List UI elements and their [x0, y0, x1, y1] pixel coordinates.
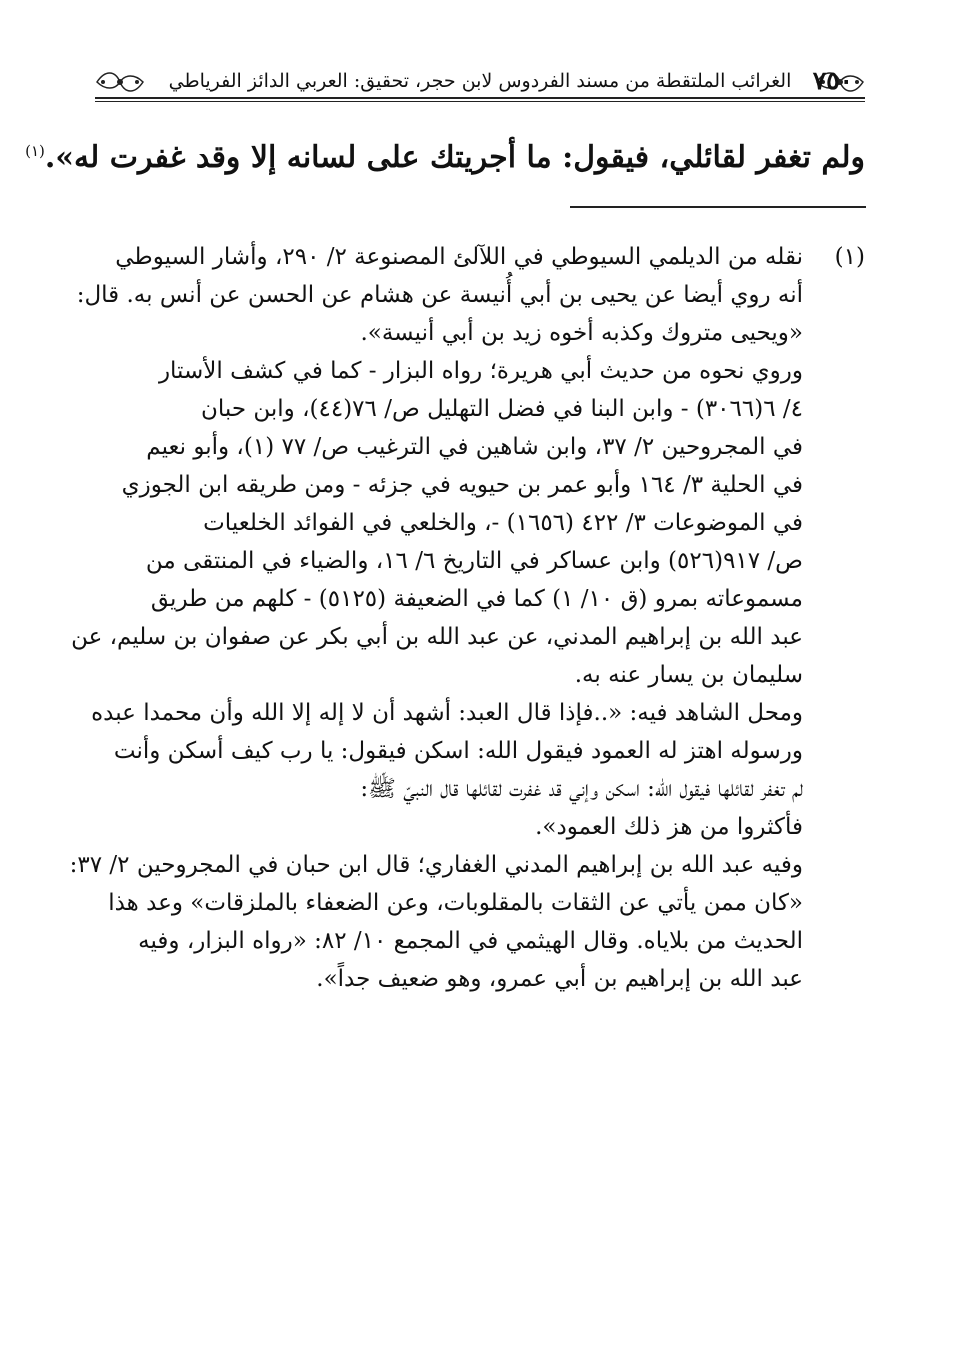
footnote-line: «كان ممن يأتي عن الثقات بالمقلوبات، وعن الضعفاء بالملزقات» وعد هذا [108, 890, 803, 916]
ornament-left-icon [95, 68, 145, 96]
footnote-line: لم تغفر لقائلها فيقول الله: اسكن وإني قد غفرت لقائلها قال النبيّ ﷺ: [360, 776, 803, 802]
footnote-line: ورسوله اهتز له العمود فيقول الله: اسكن فيقول: يا رب كيف أسكن وأنت [113, 738, 803, 764]
footnotes [69, 238, 865, 998]
footnote-line: نقله من الديلمي السيوطي في اللآلئ المصنوعة ٢/ ٢٩٠، وأشار السيوطي [115, 244, 803, 270]
running-header [95, 66, 865, 100]
footnote-line: عبد الله بن إبراهيم بن أبي عمرو، وهو ضعيف جداً». [316, 966, 803, 992]
footnote-line: الحديث من بلاياه. وقال الهيثمي في المجمع ١٠/ ٨٢: «رواه البزار، وفيه [138, 928, 803, 954]
footnote-line: وروي نحوه من حديث أبي هريرة؛ رواه البزار - كما في كشف الأستار [158, 358, 803, 384]
footnote-line: فأكثروا من هز ذلك العمود». [535, 814, 803, 840]
header-rule-thin [95, 101, 865, 102]
footnote-marker: (١) [834, 244, 865, 270]
footnote-separator [570, 206, 866, 208]
footnote-line: سليمان بن يسار عنه به. [574, 662, 803, 688]
footnote-reference[interactable]: (١) [25, 142, 45, 160]
footnote-line: ص/ ٩١٧(٥٢٦) وابن عساكر في التاريخ ٦/ ١٦، والضياء في المنتقى من [145, 548, 803, 574]
footnote-line: ٤/ ٦(٣٠٦٦) - وابن البنا في فضل التهليل ص/ ٧٦(٤٤)، وابن حبان [200, 396, 803, 422]
footnote-line: في الحلية ٣/ ١٦٤ وأبو عمر بن حيويه في جزئه - ومن طريقه ابن الجوزي [121, 472, 803, 498]
footnote-line: في المجروحين ٢/ ٣٧، وابن شاهين في الترغيب ص/ ٧٧ (١)، وأبو نعيم [146, 434, 803, 460]
footnote-line: مسموعاته بمرو (ق ١٠/ ١) كما في الضعيفة (٥١٢٥) - كلهم من طريق [150, 586, 803, 612]
main-text [25, 126, 865, 183]
footnote-line: وفيه عبد الله بن إبراهيم المدني الغفاري؛ قال ابن حبان في المجروحين ٢/ ٣٧: [69, 852, 803, 878]
footnote-line: في الموضوعات ٣/ ٤٢٢ (١٦٥٦) -، والخلعي في الفوائد الخلعيات [203, 510, 803, 536]
main-text-body: ولم تغفر لقائلي، فيقول: ما أجريتك على لسانه إلا وقد غفرت له». [44, 140, 865, 175]
footnote-body [69, 238, 803, 998]
footnote-line: ومحل الشاهد فيه: «..فإذا قال العبد: أشهد أن لا إله إلا الله وأن محمدا عبده [91, 700, 803, 726]
footnote-line: عبد الله بن إبراهيم المدني، عن عبد الله بن أبي بكر عن صفوان بن سليم، عن [71, 624, 803, 650]
footnote-line: أنه روي أيضا عن يحيى بن أبي أُنيسة عن هشام عن الحسن عن أنس به. قال: [76, 282, 803, 308]
footnote-line: «ويحيى متروك وكذبه أخوه زيد بن أبي أنيسة». [360, 320, 803, 346]
header-title: الغرائب الملتقطة من مسند الفردوس لابن حجر، تحقيق: العربي الدائز الفرياطي [168, 70, 792, 92]
page-number: ٧٥٠ [812, 66, 853, 95]
header-rule-thick [95, 97, 865, 99]
